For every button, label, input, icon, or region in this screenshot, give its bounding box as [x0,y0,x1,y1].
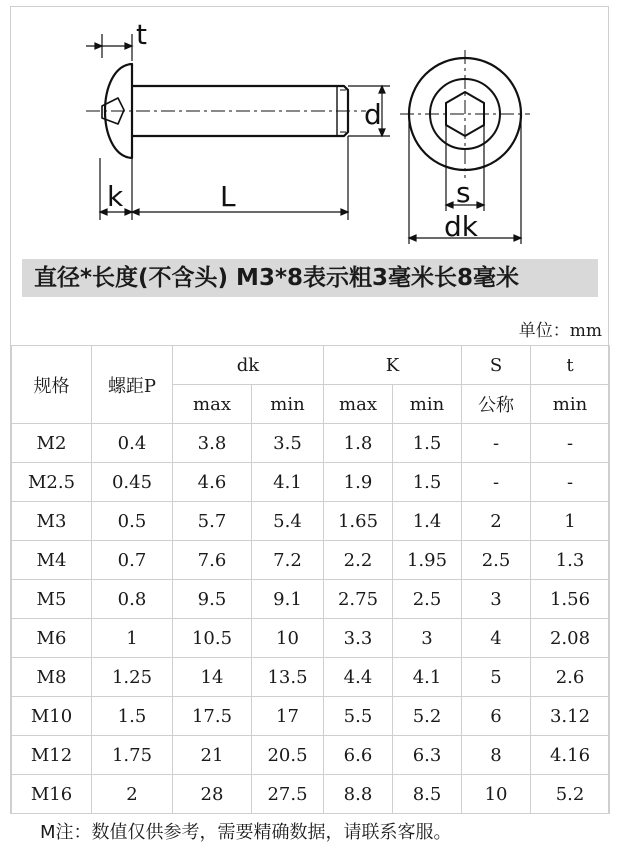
table-cell: 5.7 [173,502,252,541]
header-k: K [324,346,462,385]
table-cell: 0.5 [92,502,173,541]
table-cell: 5 [462,658,531,697]
table-cell: 1 [531,502,610,541]
table-cell: 14 [173,658,252,697]
table-cell: 3.12 [531,697,610,736]
table-row [12,658,610,697]
table-cell: 2.5 [462,541,531,580]
label-k: k [107,180,124,213]
header-dk-min: min [252,385,324,424]
table-cell: 20.5 [252,736,324,775]
header-t-min: min [531,385,610,424]
table-cell: - [462,424,531,463]
table-cell: 3.8 [173,424,252,463]
table-cell: 4.6 [173,463,252,502]
table-cell: 3 [462,580,531,619]
table-cell: 8 [462,736,531,775]
table-cell: 4.1 [393,658,462,697]
table-cell: 2.6 [531,658,610,697]
header-dk: dk [173,346,324,385]
table-cell: - [531,424,610,463]
table-cell: 5.4 [252,502,324,541]
header-k-min: min [393,385,462,424]
screw-dimension-drawing [10,6,609,258]
table-cell: 9.5 [173,580,252,619]
table-cell: 1.3 [531,541,610,580]
table-cell: 3.3 [324,619,393,658]
table-cell: 2.08 [531,619,610,658]
table-cell: 0.8 [92,580,173,619]
table-cell: 3 [393,619,462,658]
table-cell: 7.6 [173,541,252,580]
label-s: s [456,176,471,209]
table-cell: 5.2 [531,775,610,814]
table-cell: - [531,463,610,502]
label-d: d [364,98,382,131]
table-cell: 5.5 [324,697,393,736]
table-cell: 6.6 [324,736,393,775]
size-notation-banner [22,259,598,297]
table-cell: M12 [12,736,92,775]
header-t: t [531,346,610,385]
table-cell: 4.1 [252,463,324,502]
table-cell: M10 [12,697,92,736]
table-cell: 17.5 [173,697,252,736]
table-cell: 0.7 [92,541,173,580]
table-cell: 0.45 [92,463,173,502]
table-cell: 10.5 [173,619,252,658]
table-row [12,580,610,619]
table-cell: M8 [12,658,92,697]
table-cell: M5 [12,580,92,619]
table-cell: 7.2 [252,541,324,580]
table-cell: 10 [462,775,531,814]
table-cell: 6.3 [393,736,462,775]
table-cell: 9.1 [252,580,324,619]
label-t: t [136,18,147,51]
table-row [12,424,610,463]
table-cell: 1 [92,619,173,658]
table-row [12,541,610,580]
table-cell: 1.8 [324,424,393,463]
table-cell: M2.5 [12,463,92,502]
table-cell: M3 [12,502,92,541]
unit-label: 单位：mm [518,321,602,341]
table-cell: 28 [173,775,252,814]
table-cell: 2.5 [393,580,462,619]
header-s-nominal: 公称 [462,385,531,424]
table-cell: 1.9 [324,463,393,502]
table-cell: 6 [462,697,531,736]
table-cell: 1.5 [393,424,462,463]
table-cell: 2 [462,502,531,541]
table-cell: 1.5 [393,463,462,502]
table-row [12,697,610,736]
table-cell: 4.4 [324,658,393,697]
header-s: S [462,346,531,385]
table-cell: - [462,463,531,502]
table-row [12,463,610,502]
table-cell: 10 [252,619,324,658]
table-cell: 4.16 [531,736,610,775]
table-cell: 13.5 [252,658,324,697]
table-cell: 3.5 [252,424,324,463]
table-cell: 8.5 [393,775,462,814]
banner-text: 直径*长度(不含头) M3*8表示粗3毫米长8毫米 [34,265,519,291]
table-cell: 5.2 [393,697,462,736]
table-cell: 1.5 [92,697,173,736]
table-cell: 1.65 [324,502,393,541]
table-cell: 17 [252,697,324,736]
spec-table [11,345,610,814]
label-dk: dk [444,210,478,243]
table-cell: 2.2 [324,541,393,580]
table-row [12,502,610,541]
table-cell: 1.25 [92,658,173,697]
table-cell: 2 [92,775,173,814]
table-cell: 1.56 [531,580,610,619]
header-k-max: max [324,385,393,424]
footnote: M注：数值仅供参考，需要精确数据，请联系客服。 [40,822,452,843]
table-cell: 21 [173,736,252,775]
table-row [12,736,610,775]
table-cell: M16 [12,775,92,814]
header-spec: 规格 [12,346,92,424]
table-cell: 1.75 [92,736,173,775]
table-header-row [12,346,610,385]
header-pitch: 螺距P [92,346,173,424]
table-cell: 1.95 [393,541,462,580]
table-cell: 2.75 [324,580,393,619]
table-cell: 1.4 [393,502,462,541]
table-cell: M2 [12,424,92,463]
table-cell: 0.4 [92,424,173,463]
table-cell: 8.8 [324,775,393,814]
label-L: L [220,180,236,213]
header-dk-max: max [173,385,252,424]
table-cell: M4 [12,541,92,580]
table-cell: 4 [462,619,531,658]
table-cell: M6 [12,619,92,658]
table-cell: 27.5 [252,775,324,814]
table-row [12,775,610,814]
table-row [12,619,610,658]
